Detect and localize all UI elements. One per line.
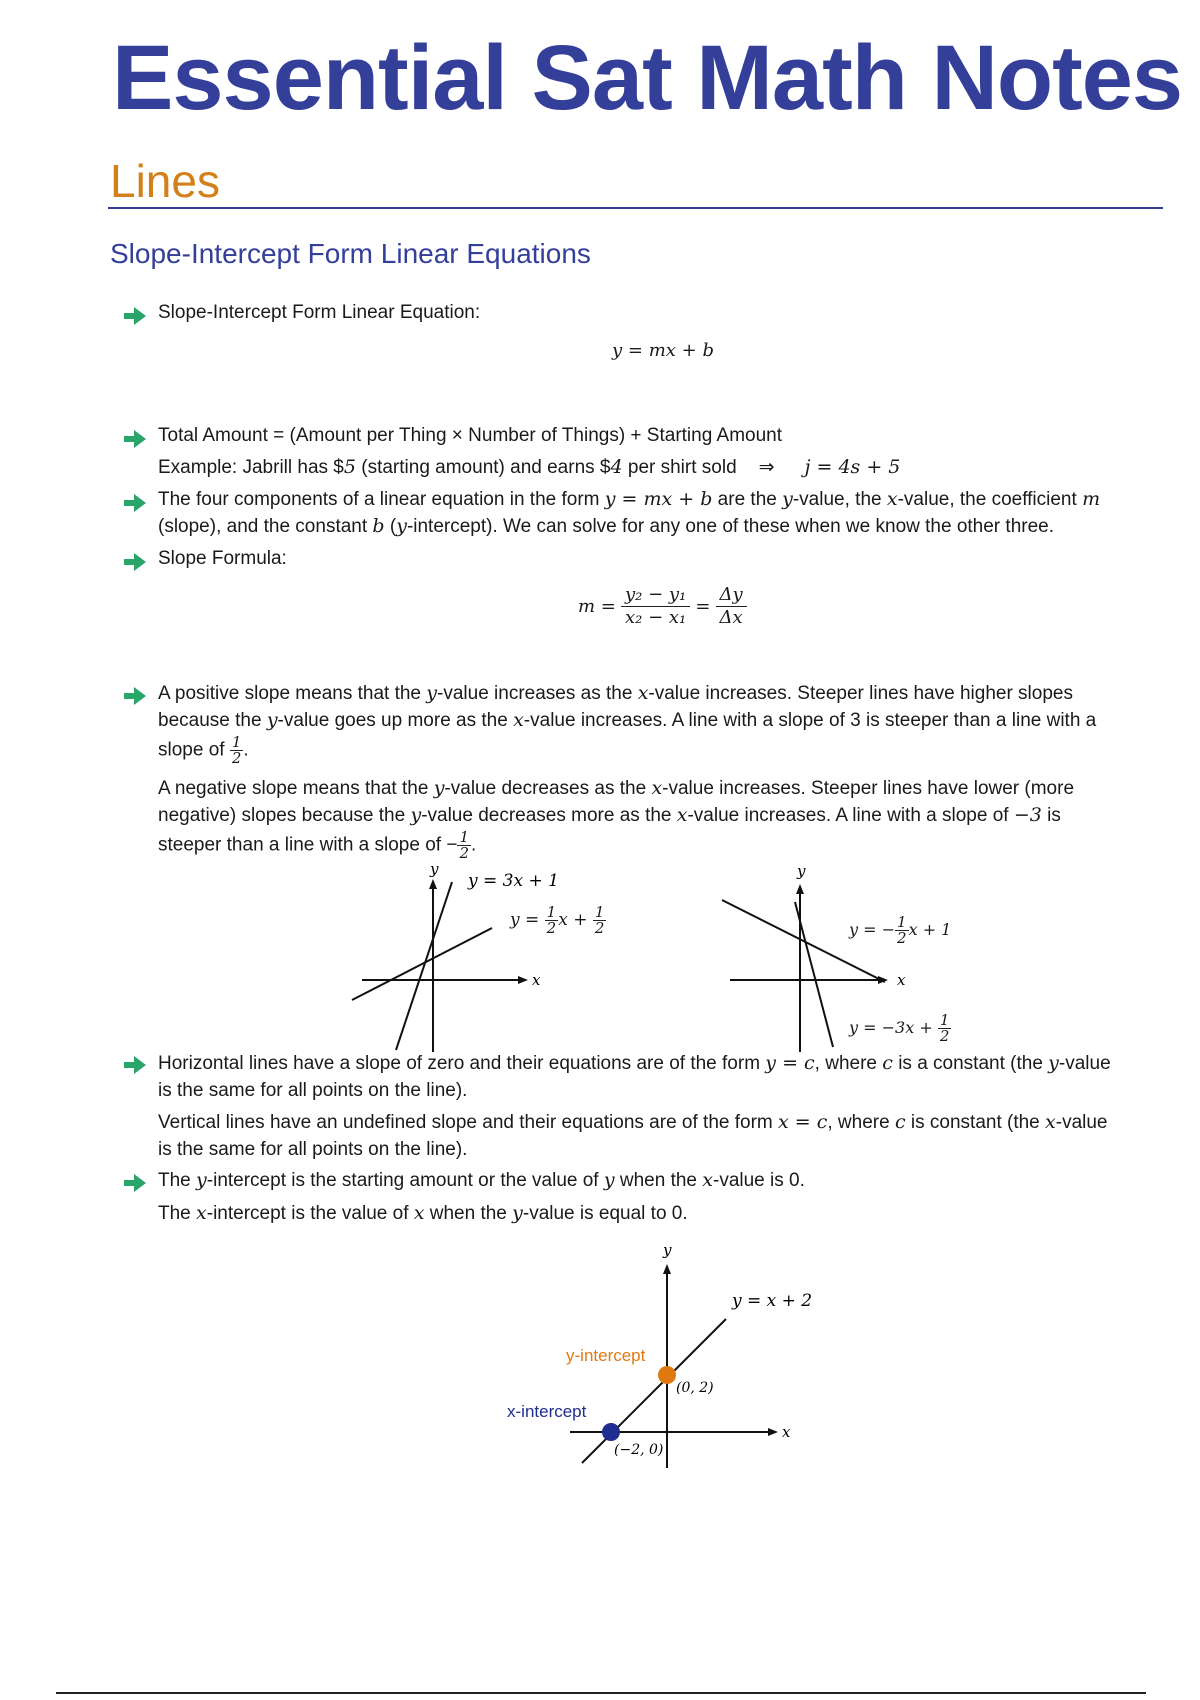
subsection-title: Slope-Intercept Form Linear Equations — [110, 238, 591, 269]
green-arrow-icon — [122, 1054, 148, 1076]
implies-symbol: ⇒ — [758, 457, 775, 478]
slope-formula: m = $\frac{\text{y₂ − y₁}}{\text{x₂ − x₁}}$ = $\frac{\Delta y}{\Delta x}$ — [578, 584, 747, 629]
x-intercept-label: x-intercept — [507, 1402, 587, 1421]
components-text-line1: The four components of a linear equation in the form y = mx + b are the y-value, the x-value, the coefficient m — [158, 488, 1101, 510]
total-amount-text: Total Amount = (Amount per Thing × Number of Things) + Starting Amount — [158, 425, 782, 446]
positive-slopes-graph — [340, 862, 670, 1052]
graph3-x-arrow — [768, 1428, 778, 1436]
x-intercept-coords: (−2, 0) — [614, 1442, 664, 1458]
green-arrow-icon — [122, 551, 148, 573]
positive-slope-line2: because the y-value goes up more as the x-value increases. A line with a slope of 3 is steeper than a line with a — [158, 709, 1097, 731]
negative-slope-line1: A negative slope means that the y-value decreases as the x-value increases. Steeper lines have lower (more — [158, 777, 1075, 799]
example-equation: j = 4s + 5 — [804, 456, 901, 478]
graph1-line1-label: y = 3x + 1 — [468, 871, 559, 891]
graph1-x-arrow — [518, 976, 528, 984]
equation-slope-intercept: y = mx + b — [612, 340, 714, 361]
graph3-y-label: y — [663, 1241, 672, 1259]
section-title: Lines — [110, 155, 220, 207]
example-text: Example: Jabrill has $5 (starting amount) and earns $4 per shirt sold ⇒ j = 4s + 5 — [158, 456, 901, 478]
green-arrow-icon — [122, 305, 148, 327]
main-title: Essential Sat Math Notes — [112, 27, 1183, 129]
intercepts-graph — [500, 1240, 820, 1475]
x-intercept-point — [602, 1423, 620, 1441]
negative-slope-line2: negative) slopes because the y-value decreases more as the x-value increases. A line with a slope of −3 is — [158, 804, 1061, 826]
vertical-lines-line1: Vertical lines have an undefined slope and their equations are of the form x = c, where c is constant (the x-value — [158, 1111, 1108, 1133]
horizontal-lines-line1: Horizontal lines have a slope of zero and their equations are of the form y = c, where c is a constant (the y-value — [158, 1052, 1111, 1074]
graph2-line1-label: y = − $\frac{1}{2}$ x + 1 — [849, 913, 952, 947]
green-arrow-icon — [122, 428, 148, 450]
graph3-x-label: x — [782, 1423, 791, 1441]
negative-slope-line3: steeper than a line with a slope of − $\frac{1}{2}$ . — [158, 828, 477, 862]
graph2-line2-label: y = −3x + $\frac{1}{2}$ — [849, 1011, 950, 1045]
graph3-y-arrow — [663, 1264, 671, 1274]
section-divider — [108, 207, 1163, 209]
graph2-x-label: x — [897, 971, 906, 989]
positive-slope-line3: slope of $\frac{1}{2}$ . — [158, 733, 249, 767]
bullet-slope-intercept-text: Slope-Intercept Form Linear Equation: — [158, 302, 481, 323]
graph1-y-arrow — [429, 879, 437, 889]
graph1-line-slope-3 — [396, 882, 452, 1050]
components-text-line2: (slope), and the constant b (y-intercept). We can solve for any one of these when we know the other three. — [158, 515, 1054, 537]
graph1-line-slope-half — [352, 928, 492, 1000]
green-arrow-icon — [122, 685, 148, 707]
graph2-y-label: y — [797, 862, 806, 880]
bottom-divider — [56, 1692, 1146, 1694]
y-intercept-coords: (0, 2) — [676, 1380, 714, 1396]
horizontal-lines-line2: is the same for all points on the line). — [158, 1080, 468, 1101]
graph3-line-label: y = x + 2 — [732, 1291, 813, 1311]
y-intercept-point — [658, 1366, 676, 1384]
positive-slope-line1: A positive slope means that the y-value increases as the x-value increases. Steeper lines have higher slopes — [158, 682, 1073, 704]
graph1-y-label: y — [430, 862, 439, 878]
x-intercept-text: The x-intercept is the value of x when the y-value is equal to 0. — [158, 1202, 688, 1224]
graph1-x-label: x — [532, 971, 541, 989]
green-arrow-icon — [122, 492, 148, 514]
graph1-line2-label: y = $\frac{1}{2}$ x + $\frac{1}{2}$ — [510, 903, 605, 937]
vertical-lines-line2: is the same for all points on the line). — [158, 1139, 468, 1160]
y-intercept-label: y-intercept — [566, 1346, 646, 1365]
green-arrow-icon — [122, 1172, 148, 1194]
y-intercept-text: The y-intercept is the starting amount or the value of y when the x-value is 0. — [158, 1169, 805, 1191]
graph2-y-arrow — [796, 884, 804, 894]
slope-formula-label: Slope Formula: — [158, 548, 287, 569]
